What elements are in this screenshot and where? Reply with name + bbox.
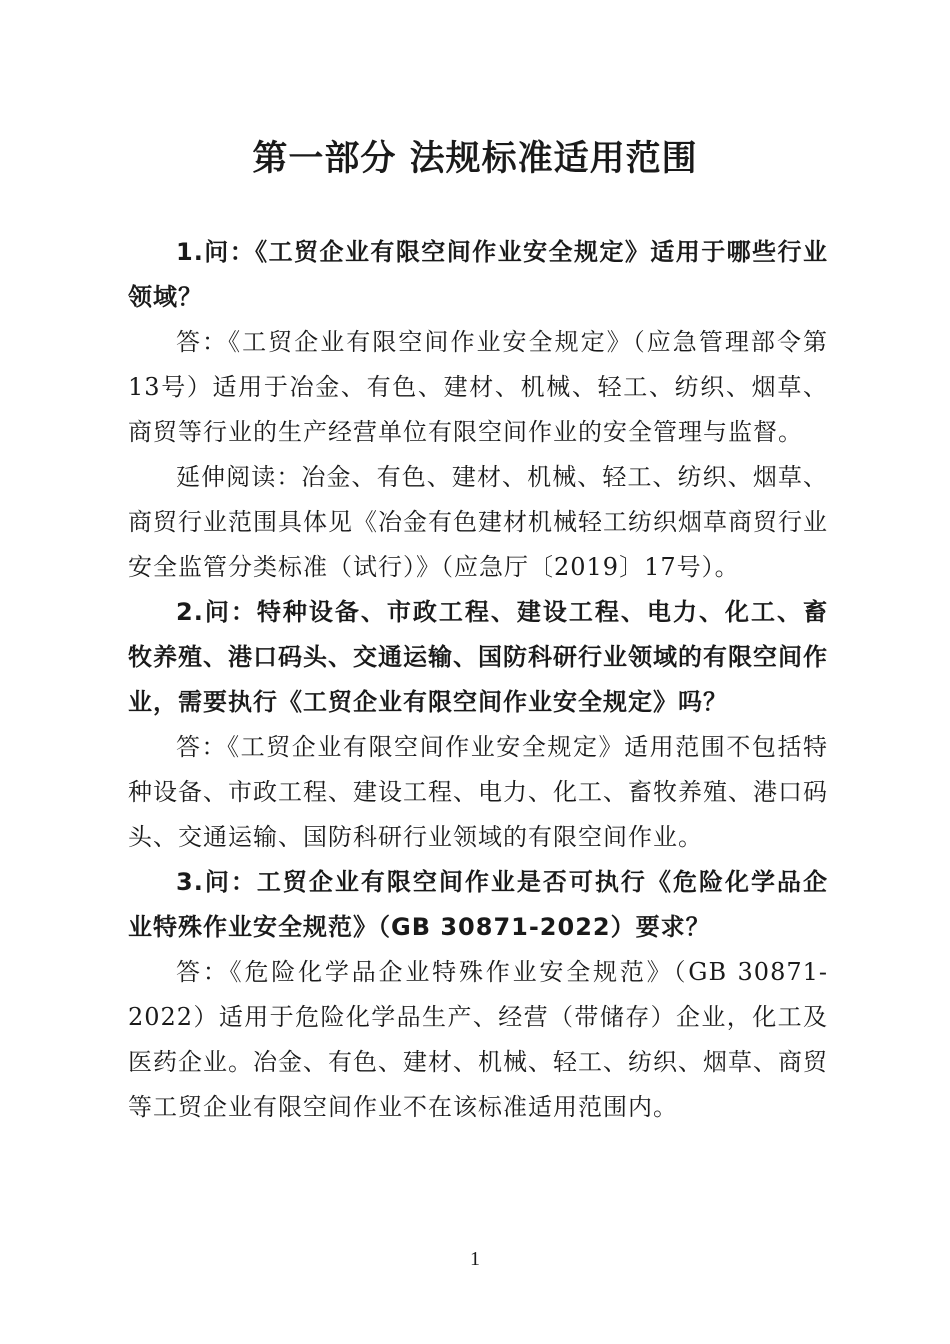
further-reading-1: 延伸阅读：冶金、有色、建材、机械、轻工、纺织、烟草、商贸行业范围具体见《冶金有色建材机械轻工纺织烟草商贸行业安全监管分类标准（试行）》（应急厅〔2019〕17号）。 [128,463,828,581]
answer-2: 答：《工贸企业有限空间作业安全规定》适用范围不包括特种设备、市政工程、建设工程、电力、化工、畜牧养殖、港口码头、交通运输、国防科研行业领域的有限空间作业。 [128,733,828,851]
answer-1: 答：《工贸企业有限空间作业安全规定》（应急管理部令第13号）适用于冶金、有色、建材、机械、轻工、纺织、烟草、商贸等行业的生产经营单位有限空间作业的安全管理与监督。 [128,328,828,446]
question-3: 3.问：工贸企业有限空间作业是否可执行《危险化学品企业特殊作业安全规范》（GB 30871-2022）要求？ [128,868,828,941]
page-number: 1 [470,1248,480,1270]
document-body [128,230,828,1130]
question-1: 1.问：《工贸企业有限空间作业安全规定》适用于哪些行业领域？ [128,238,828,311]
question-2: 2.问：特种设备、市政工程、建设工程、电力、化工、畜牧养殖、港口码头、交通运输、国防科研行业领域的有限空间作业，需要执行《工贸企业有限空间作业安全规定》吗？ [128,598,828,716]
page-title: 第一部分 法规标准适用范围 [252,138,698,179]
answer-3: 答：《危险化学品企业特殊作业安全规范》（GB 30871-2022）适用于危险化学品生产、经营（带储存）企业，化工及医药企业。冶金、有色、建材、机械、轻工、纺织、烟草、商贸等工贸企业有限空间作业不在该标准适用范围内。 [128,958,828,1121]
